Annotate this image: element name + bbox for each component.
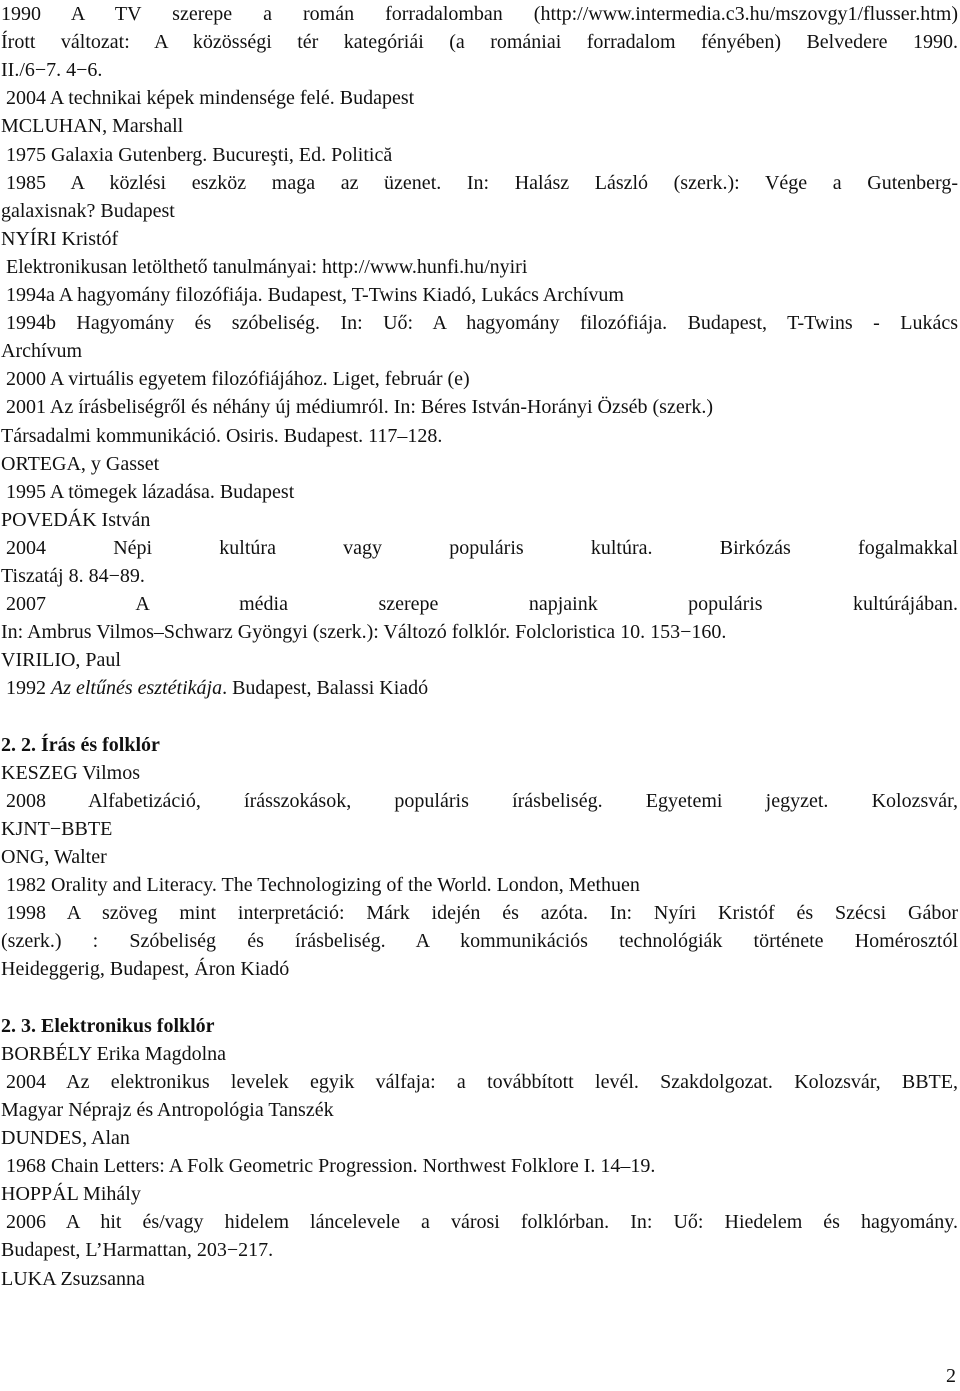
text-span: . Budapest, Balassi Kiadó [222, 677, 429, 700]
text-line: LUKA Zsuzsanna [1, 1267, 145, 1290]
text-line: 1994a A hagyomány filozófiája. Budapest, T-Twins Kiadó, Lukács Archívum [6, 284, 624, 306]
text-line: DUNDES, Alan [1, 1127, 130, 1149]
page-number: 2 [946, 1365, 956, 1387]
text-line: MCLUHAN, Marshall [1, 115, 184, 138]
text-line: 2006 A hit és/vagy hidelem láncelevele a városi folklórban. In: Uő: Hiedelem és hagyomány. [6, 1211, 958, 1234]
text-line: Magyar Néprajz és Antropológia Tanszék [1, 1098, 334, 1121]
text-line: 1968 Chain Letters: A Folk Geometric Progression. Northwest Folklore I. 14–19. [6, 1155, 656, 1178]
text-line: galaxisnak? Budapest [1, 199, 175, 222]
text-line: 1998 A szöveg mint interpretáció: Márk idején és azóta. In: Nyíri Kristóf és Szécsi Gábor [6, 902, 958, 925]
text-line: Elektronikusan letölthető tanulmányai: http://www.hunfi.hu/nyiri [6, 255, 528, 278]
text-span: 1992 [6, 677, 51, 700]
text-line: Heideggerig, Budapest, Áron Kiadó [1, 958, 290, 981]
text-line: HOPPÁL Mihály [1, 1183, 141, 1206]
text-line: 2004 Népi kultúra vagy populáris kultúra. Birkózás fogalmakkal [6, 536, 958, 559]
text-line: KESZEG Vilmos [1, 761, 140, 784]
text-line: Tiszatáj 8. 84−89. [1, 565, 145, 587]
text-line: Írott változat: A közösségi tér kategóriái (a romániai forradalom fényében) Belvedere 1990. [1, 31, 958, 54]
text-line: 1990 A TV szerepe a román forradalomban (http://www.intermedia.c3.hu/mszovgy1/flusser.htm) [1, 3, 958, 25]
text-line: In: Ambrus Vilmos–Schwarz Gyöngyi (szerk.): Változó folklór. Folcloristica 10. 153−160. [1, 621, 727, 644]
text-line [1, 703, 958, 731]
text-line: KJNT−BBTE [1, 817, 113, 840]
text-line: 1995 A tömegek lázadása. Budapest [6, 480, 295, 503]
text-line: 2001 Az írásbeliségről és néhány új médiumról. In: Béres István-Horányi Özséb (szerk.) [6, 396, 714, 419]
section-heading: 2. 3. Elektronikus folklór [1, 1014, 215, 1037]
text-line: VIRILIO, Paul [1, 649, 121, 672]
text-line: 2008 Alfabetizáció, írásszokások, populáris írásbeliség. Egyetemi jegyzet. Kolozsvár, [6, 789, 958, 812]
text-line: 1985 A közlési eszköz maga az üzenet. In: Halász László (szerk.): Vége a Gutenberg- [6, 171, 958, 194]
text-line [1, 984, 958, 1012]
text-line: BORBÉLY Erika Magdolna [1, 1042, 226, 1065]
text-line: 1994b Hagyomány és szóbeliség. In: Uő: A hagyomány filozófiája. Budapest, T-Twins - Lukács [6, 312, 958, 335]
text-line: NYÍRI Kristóf [1, 227, 119, 250]
text-line: POVEDÁK István [1, 508, 151, 531]
text-line: Archívum [1, 340, 83, 363]
text-line: 2007 A média szerepe napjaink populáris kultúrájában. [6, 593, 958, 616]
text-line: (szerk.) : Szóbeliség és írásbeliség. A kommunikációs technológiák története Homérosztól [1, 930, 958, 953]
text-line: 1975 Galaxia Gutenberg. Bucureşti, Ed. Politică [6, 143, 393, 166]
text-line: 1982 Orality and Literacy. The Technologizing of the World. London, Methuen [6, 874, 640, 897]
text-line: 2004 A technikai képek mindensége felé. Budapest [6, 87, 415, 110]
text-line: Társadalmi kommunikáció. Osiris. Budapest. 117–128. [1, 424, 443, 447]
text-line: ORTEGA, y Gasset [1, 452, 160, 475]
section-heading: 2. 2. Írás és folklór [1, 733, 160, 756]
text-line: 2004 Az elektronikus levelek egyik válfaja: a továbbított levél. Szakdolgozat. Kolozsvár, BBTE, [6, 1070, 958, 1093]
text-line: II./6−7. 4−6. [1, 59, 103, 82]
text-line [1, 674, 958, 702]
text-line: Budapest, L’Harmattan, 203−217. [1, 1239, 274, 1262]
text-line: 2000 A virtuális egyetem filozófiájához. Liget, február (e) [6, 368, 470, 391]
italic-title: Az eltűnés esztétikája [51, 677, 223, 700]
text-line: ONG, Walter [1, 846, 107, 868]
